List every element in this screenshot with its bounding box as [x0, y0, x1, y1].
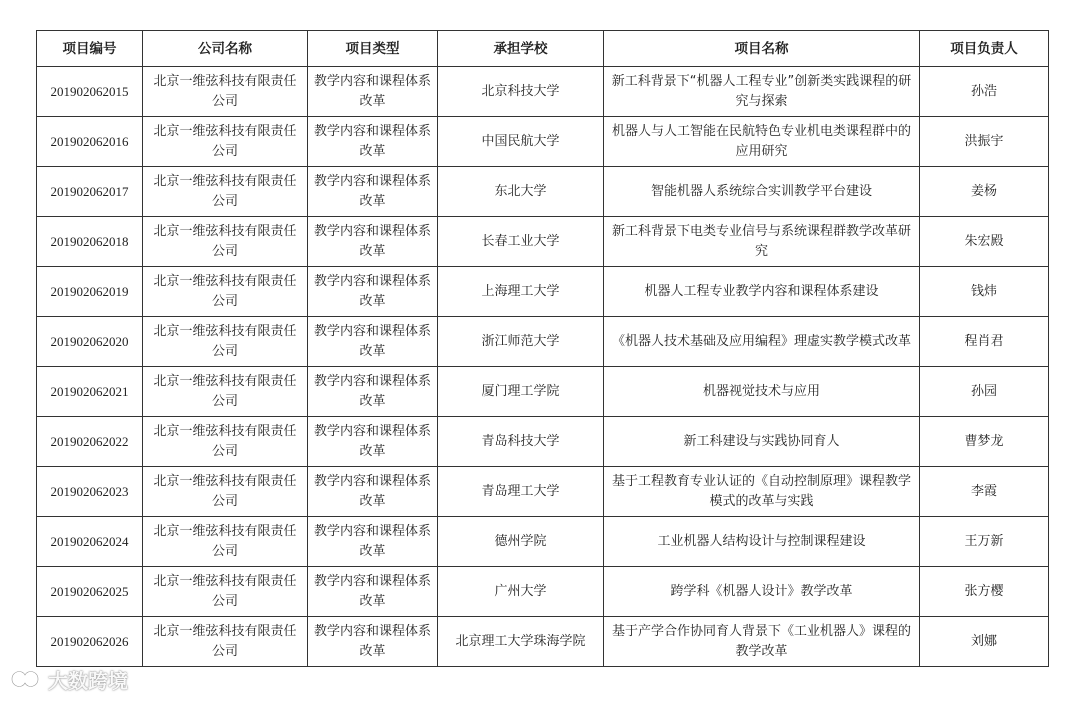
header-project-leader: 项目负责人	[920, 31, 1049, 67]
table-row	[37, 117, 1049, 167]
cell-project-name: 《机器人技术基础及应用编程》理虚实教学模式改革	[604, 317, 920, 367]
cell-project-type: 教学内容和课程体系改革	[308, 367, 438, 417]
header-company-name: 公司名称	[143, 31, 308, 67]
table-row	[37, 167, 1049, 217]
cell-project-name: 工业机器人结构设计与控制课程建设	[604, 517, 920, 567]
cell-project-id: 201902062018	[37, 217, 143, 267]
cell-school: 广州大学	[438, 567, 604, 617]
cell-project-leader: 刘娜	[920, 617, 1049, 667]
cell-school: 厦门理工学院	[438, 367, 604, 417]
table-row	[37, 367, 1049, 417]
watermark	[8, 664, 128, 694]
cell-project-leader: 钱炜	[920, 267, 1049, 317]
cell-project-name: 跨学科《机器人设计》教学改革	[604, 567, 920, 617]
cell-project-leader: 曹梦龙	[920, 417, 1049, 467]
cell-project-leader: 程肖君	[920, 317, 1049, 367]
cell-project-id: 201902062024	[37, 517, 143, 567]
cell-school: 北京科技大学	[438, 67, 604, 117]
cell-school: 北京理工大学珠海学院	[438, 617, 604, 667]
cell-company-name: 北京一维弦科技有限责任公司	[143, 517, 308, 567]
cell-project-leader: 孙园	[920, 367, 1049, 417]
cell-school: 德州学院	[438, 517, 604, 567]
cell-project-type: 教学内容和课程体系改革	[308, 317, 438, 367]
cell-project-id: 201902062021	[37, 367, 143, 417]
cell-project-leader: 朱宏殿	[920, 217, 1049, 267]
cell-project-type: 教学内容和课程体系改革	[308, 417, 438, 467]
table-row	[37, 267, 1049, 317]
table-row	[37, 417, 1049, 467]
cell-project-type: 教学内容和课程体系改革	[308, 267, 438, 317]
cell-project-leader: 王万新	[920, 517, 1049, 567]
header-project-id: 项目编号	[37, 31, 143, 67]
cell-project-type: 教学内容和课程体系改革	[308, 567, 438, 617]
cell-project-type: 教学内容和课程体系改革	[308, 67, 438, 117]
cell-project-id: 201902062022	[37, 417, 143, 467]
cell-project-id: 201902062026	[37, 617, 143, 667]
cell-project-id: 201902062025	[37, 567, 143, 617]
cell-project-id: 201902062019	[37, 267, 143, 317]
cell-company-name: 北京一维弦科技有限责任公司	[143, 567, 308, 617]
header-project-name: 项目名称	[604, 31, 920, 67]
watermark-text: 大数跨境	[48, 668, 128, 693]
cell-project-id: 201902062020	[37, 317, 143, 367]
cell-project-type: 教学内容和课程体系改革	[308, 517, 438, 567]
cell-school: 浙江师范大学	[438, 317, 604, 367]
cell-project-leader: 张方樱	[920, 567, 1049, 617]
cell-project-type: 教学内容和课程体系改革	[308, 617, 438, 667]
cell-company-name: 北京一维弦科技有限责任公司	[143, 167, 308, 217]
table-row	[37, 517, 1049, 567]
brand-logo-icon	[8, 666, 42, 692]
cell-school: 中国民航大学	[438, 117, 604, 167]
cell-project-name: 基于工程教育专业认证的《自动控制原理》课程教学模式的改革与实践	[604, 467, 920, 517]
table-row	[37, 317, 1049, 367]
cell-project-type: 教学内容和课程体系改革	[308, 167, 438, 217]
cell-company-name: 北京一维弦科技有限责任公司	[143, 267, 308, 317]
cell-project-leader: 姜杨	[920, 167, 1049, 217]
cell-project-type: 教学内容和课程体系改革	[308, 467, 438, 517]
cell-company-name: 北京一维弦科技有限责任公司	[143, 117, 308, 167]
cell-school: 青岛理工大学	[438, 467, 604, 517]
header-project-type: 项目类型	[308, 31, 438, 67]
table-row	[37, 467, 1049, 517]
cell-project-id: 201902062023	[37, 467, 143, 517]
cell-project-leader: 李霞	[920, 467, 1049, 517]
cell-project-name: 新工科建设与实践协同育人	[604, 417, 920, 467]
cell-project-type: 教学内容和课程体系改革	[308, 117, 438, 167]
cell-company-name: 北京一维弦科技有限责任公司	[143, 617, 308, 667]
header-school: 承担学校	[438, 31, 604, 67]
table-row	[37, 217, 1049, 267]
cell-school: 长春工业大学	[438, 217, 604, 267]
cell-school: 上海理工大学	[438, 267, 604, 317]
cell-project-id: 201902062015	[37, 67, 143, 117]
table-header-row	[37, 31, 1049, 67]
cell-company-name: 北京一维弦科技有限责任公司	[143, 67, 308, 117]
cell-project-type: 教学内容和课程体系改革	[308, 217, 438, 267]
table-row	[37, 567, 1049, 617]
cell-project-name: 新工科背景下电类专业信号与系统课程群教学改革研究	[604, 217, 920, 267]
cell-project-id: 201902062016	[37, 117, 143, 167]
cell-project-name: 机器人工程专业教学内容和课程体系建设	[604, 267, 920, 317]
cell-company-name: 北京一维弦科技有限责任公司	[143, 317, 308, 367]
cell-school: 青岛科技大学	[438, 417, 604, 467]
cell-project-name: 新工科背景下“机器人工程专业”创新类实践课程的研究与探索	[604, 67, 920, 117]
cell-project-name: 机器人与人工智能在民航特色专业机电类课程群中的应用研究	[604, 117, 920, 167]
cell-school: 东北大学	[438, 167, 604, 217]
cell-project-name: 智能机器人系统综合实训教学平台建设	[604, 167, 920, 217]
cell-project-leader: 洪振宇	[920, 117, 1049, 167]
table-row	[37, 67, 1049, 117]
cell-company-name: 北京一维弦科技有限责任公司	[143, 217, 308, 267]
project-table	[36, 30, 1049, 667]
cell-company-name: 北京一维弦科技有限责任公司	[143, 467, 308, 517]
cell-project-id: 201902062017	[37, 167, 143, 217]
cell-project-name: 机器视觉技术与应用	[604, 367, 920, 417]
cell-project-name: 基于产学合作协同育人背景下《工业机器人》课程的教学改革	[604, 617, 920, 667]
table-row	[37, 617, 1049, 667]
cell-project-leader: 孙浩	[920, 67, 1049, 117]
table-body	[37, 67, 1049, 667]
cell-company-name: 北京一维弦科技有限责任公司	[143, 367, 308, 417]
cell-company-name: 北京一维弦科技有限责任公司	[143, 417, 308, 467]
